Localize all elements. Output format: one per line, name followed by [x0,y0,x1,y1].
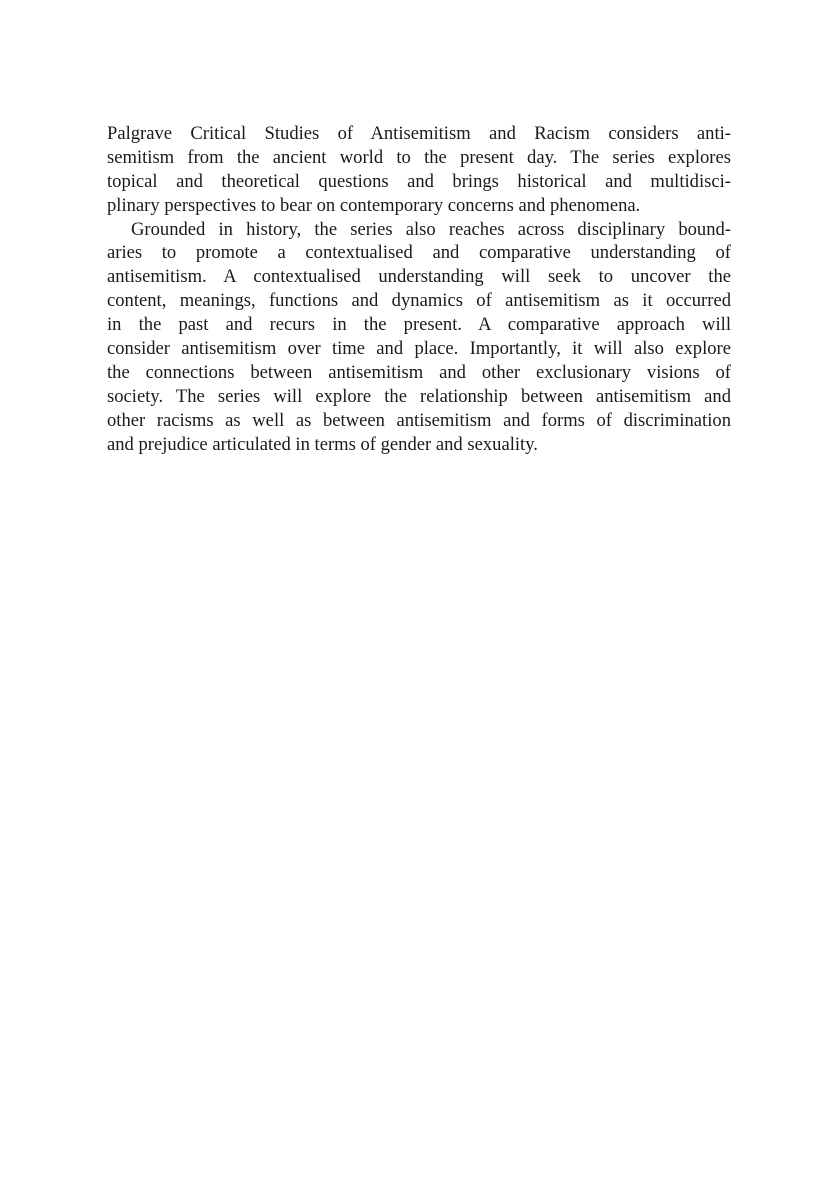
text-line: Palgrave Critical Studies of Antisemitism and Racism considers anti- [107,123,731,144]
text-line: antisemitism. A contextualised understanding will seek to uncover the [107,266,731,288]
text-line: society. The series will explore the relationship between antisemitism and [107,385,731,407]
series-description [107,122,731,456]
text-line: plinary perspectives to bear on contemporary concerns and phenomena. [107,194,641,216]
text-line: in the past and recurs in the present. A comparative approach will [107,314,731,336]
text-line: semitism from the ancient world to the present day. The series explores [107,146,731,168]
text-line: aries to promote a contextualised and comparative understanding of [107,242,731,264]
text-line: Grounded in history, the series also reaches across disciplinary bound- [131,218,731,240]
text-line: topical and theoretical questions and brings historical and multidisci- [107,170,731,192]
text-line: and prejudice articulated in terms of gender and sexuality. [107,433,538,455]
text-line: consider antisemitism over time and place. Importantly, it will also explore [107,338,731,360]
text-line: the connections between antisemitism and other exclusionary visions of [107,361,731,383]
paragraph-2 [107,218,731,457]
paragraph-1 [107,122,731,218]
text-line: other racisms as well as between antisemitism and forms of discrimination [107,409,731,431]
text-line: content, meanings, functions and dynamics of antisemitism as it occurred [107,290,731,312]
